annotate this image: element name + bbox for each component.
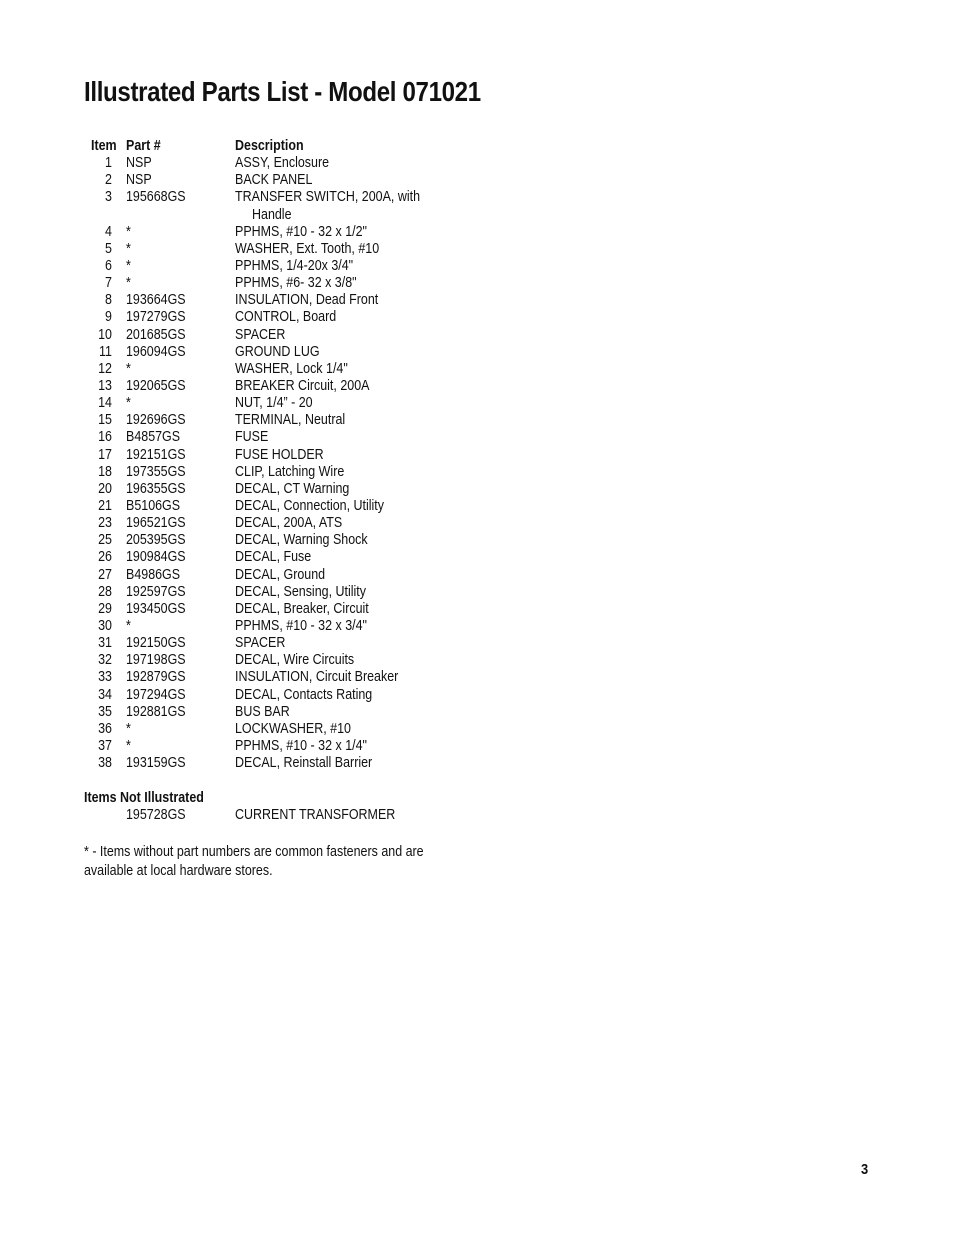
part-description: BACK PANEL (235, 172, 313, 189)
table-row (84, 412, 484, 429)
table-row (84, 635, 484, 652)
table-row (84, 464, 484, 481)
table-row (84, 618, 484, 635)
page-title: Illustrated Parts List - Model 071021 (84, 76, 481, 107)
part-description: DECAL, Reinstall Barrier (235, 755, 373, 772)
item-number: 12 (98, 360, 112, 377)
item-number: 32 (98, 652, 112, 669)
table-row (84, 447, 484, 464)
table-row (84, 189, 484, 206)
part-number: 205395GS (126, 532, 186, 549)
part-number: 192881GS (126, 703, 186, 720)
part-description: CONTROL, Board (235, 309, 337, 326)
table-row (84, 549, 484, 566)
part-number: 197198GS (126, 652, 186, 669)
part-description: PPHMS, #10 - 32 x 3/4" (235, 617, 367, 634)
parts-table-header (84, 138, 484, 155)
item-number: 6 (105, 257, 112, 274)
parts-table (84, 138, 484, 772)
part-number: 192696GS (126, 412, 186, 429)
part-number: 193159GS (126, 755, 186, 772)
part-description: WASHER, Lock 1/4" (235, 360, 348, 377)
item-number: 27 (98, 566, 112, 583)
part-description: DECAL, Fuse (235, 549, 312, 566)
item-number: 16 (98, 429, 112, 446)
item-number: 2 (105, 172, 112, 189)
part-number: 197355GS (126, 463, 186, 480)
part-number: * (126, 617, 131, 634)
part-description: BREAKER Circuit, 200A (235, 377, 370, 394)
part-description: ASSY, Enclosure (235, 155, 330, 172)
footnote: * - Items without part numbers are common fasteners and are available at local hardware stores. (84, 844, 424, 879)
part-description: TERMINAL, Neutral (235, 412, 346, 429)
part-description: DECAL, Breaker, Circuit (235, 600, 369, 617)
part-number: 192065GS (126, 377, 186, 394)
part-description-continuation: Handle (252, 206, 292, 223)
part-description: INSULATION, Dead Front (235, 292, 379, 309)
table-row (84, 584, 484, 601)
part-description: SPACER (235, 326, 286, 343)
item-number: 18 (98, 463, 112, 480)
table-row (84, 241, 484, 258)
item-number: 4 (105, 223, 112, 240)
part-description: DECAL, Warning Shock (235, 532, 368, 549)
part-number: * (126, 240, 131, 257)
table-row (84, 669, 484, 686)
item-number: 30 (98, 617, 112, 634)
table-row (84, 755, 484, 772)
part-number: * (126, 395, 131, 412)
part-description: FUSE (235, 429, 269, 446)
table-row (84, 224, 484, 241)
table-row (84, 652, 484, 669)
part-description: DECAL, 200A, ATS (235, 515, 343, 532)
item-number: 20 (98, 480, 112, 497)
table-row (84, 361, 484, 378)
part-number: 196355GS (126, 480, 186, 497)
part-number: 195668GS (126, 189, 186, 206)
item-number: 33 (98, 669, 112, 686)
table-row (84, 738, 484, 755)
part-number: * (126, 737, 131, 754)
item-number: 11 (99, 343, 112, 360)
part-number: 192597GS (126, 583, 186, 600)
table-row (84, 721, 484, 738)
table-row (84, 481, 484, 498)
item-number: 1 (105, 155, 112, 172)
part-description: CURRENT TRANSFORMER (235, 807, 396, 823)
item-number: 10 (98, 326, 112, 343)
item-number: 37 (98, 737, 112, 754)
table-row (84, 532, 484, 549)
item-number: 36 (98, 720, 112, 737)
part-number: 195728GS (126, 807, 186, 823)
item-number: 9 (105, 309, 112, 326)
part-description: PPHMS, 1/4-20x 3/4" (235, 257, 354, 274)
table-row (84, 292, 484, 309)
part-description: TRANSFER SWITCH, 200A, with (235, 189, 421, 206)
item-number: 8 (105, 292, 112, 309)
part-number: 192150GS (126, 635, 186, 652)
table-row (84, 395, 484, 412)
part-number: 201685GS (126, 326, 186, 343)
table-row (84, 258, 484, 275)
item-number: 3 (105, 189, 112, 206)
part-description: GROUND LUG (235, 343, 320, 360)
item-number: 23 (98, 515, 112, 532)
table-row (84, 515, 484, 532)
part-number: * (126, 223, 131, 240)
item-number: 13 (98, 377, 112, 394)
part-number: 193450GS (126, 600, 186, 617)
part-description: CLIP, Latching Wire (235, 463, 345, 480)
page-number: 3 (861, 1161, 869, 1178)
table-row (84, 155, 484, 172)
part-description: NUT, 1/4” - 20 (235, 395, 313, 412)
table-row (84, 704, 484, 721)
part-description: DECAL, CT Warning (235, 480, 350, 497)
item-number: 15 (98, 412, 112, 429)
table-row (84, 344, 484, 361)
part-description: DECAL, Ground (235, 566, 326, 583)
item-number: 31 (98, 635, 112, 652)
table-row (84, 275, 484, 292)
item-number: 7 (105, 275, 112, 292)
table-row (84, 498, 484, 515)
part-number: B5106GS (126, 497, 181, 514)
table-row (84, 601, 484, 618)
part-description: SPACER (235, 635, 286, 652)
item-number: 29 (98, 600, 112, 617)
table-row (84, 687, 484, 704)
part-number: NSP (126, 155, 152, 172)
table-row (84, 327, 484, 344)
item-number: 5 (105, 240, 112, 257)
column-header-part: Part # (126, 138, 161, 154)
part-description: DECAL, Sensing, Utility (235, 583, 366, 600)
part-description: DECAL, Wire Circuits (235, 652, 355, 669)
part-description: INSULATION, Circuit Breaker (235, 669, 399, 686)
part-description: DECAL, Contacts Rating (235, 686, 373, 703)
part-description: FUSE HOLDER (235, 446, 324, 463)
column-header-item: Item (91, 138, 117, 154)
item-number: 35 (98, 703, 112, 720)
item-number: 25 (98, 532, 112, 549)
table-row (84, 309, 484, 326)
part-number: * (126, 257, 131, 274)
part-description: LOCKWASHER, #10 (235, 720, 351, 737)
part-number: B4986GS (126, 566, 181, 583)
not-illustrated-list (84, 807, 484, 824)
part-number: 197294GS (126, 686, 186, 703)
part-number: * (126, 360, 131, 377)
table-row-continuation (84, 207, 484, 224)
item-number: 28 (98, 583, 112, 600)
part-number: B4857GS (126, 429, 181, 446)
item-number: 26 (98, 549, 112, 566)
part-number: 190984GS (126, 549, 186, 566)
table-row (84, 807, 484, 824)
part-description: WASHER, Ext. Tooth, #10 (235, 240, 380, 257)
part-number: * (126, 275, 131, 292)
part-description: PPHMS, #6- 32 x 3/8" (235, 275, 357, 292)
column-header-description: Description (235, 138, 304, 154)
part-number: 192879GS (126, 669, 186, 686)
table-row (84, 567, 484, 584)
table-row (84, 378, 484, 395)
part-number: 193664GS (126, 292, 186, 309)
part-number: NSP (126, 172, 152, 189)
table-row (84, 172, 484, 189)
item-number: 38 (98, 755, 112, 772)
table-row (84, 429, 484, 446)
part-description: PPHMS, #10 - 32 x 1/2" (235, 223, 367, 240)
part-number: 196521GS (126, 515, 186, 532)
part-number: 192151GS (126, 446, 186, 463)
part-description: BUS BAR (235, 703, 290, 720)
not-illustrated-title: Items Not Illustrated (84, 790, 204, 806)
item-number: 14 (98, 395, 112, 412)
part-number: 197279GS (126, 309, 186, 326)
part-number: * (126, 720, 131, 737)
part-description: DECAL, Connection, Utility (235, 497, 385, 514)
part-number: 196094GS (126, 343, 186, 360)
part-description: PPHMS, #10 - 32 x 1/4" (235, 737, 367, 754)
item-number: 21 (98, 497, 112, 514)
item-number: 17 (98, 446, 112, 463)
item-number: 34 (98, 686, 112, 703)
